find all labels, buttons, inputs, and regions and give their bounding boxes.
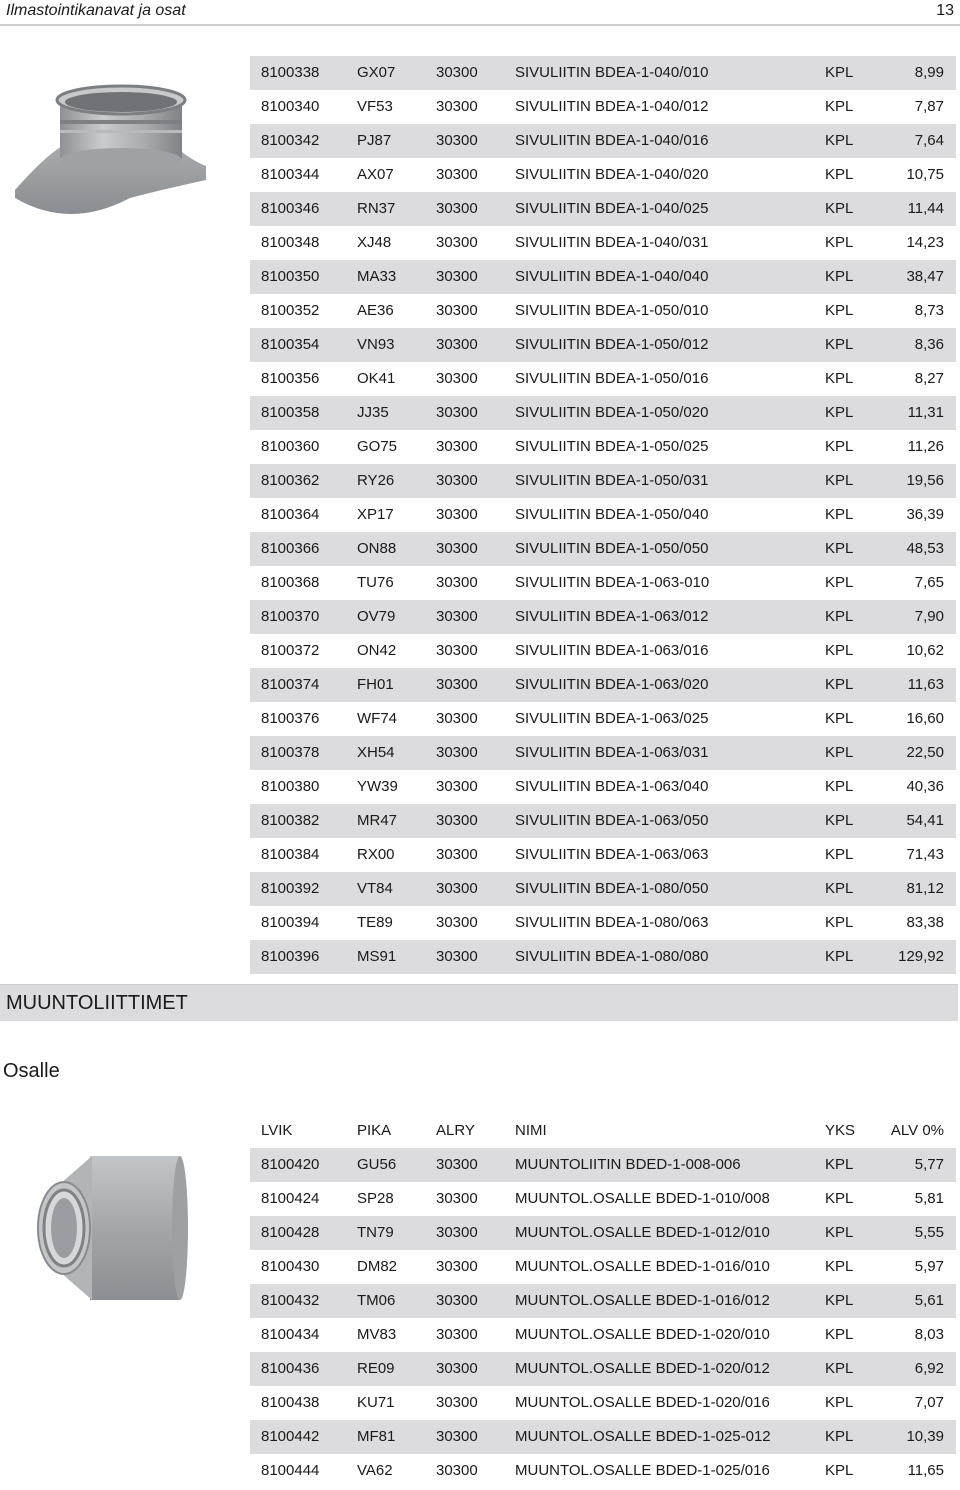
cell-yks: KPL — [825, 642, 854, 659]
cell-pika: ON42 — [357, 642, 397, 659]
page-number: 13 — [936, 2, 954, 19]
cell-nimi: MUUNTOL.OSALLE BDED-1-016/010 — [515, 1258, 770, 1275]
col-header-alv: ALV 0% — [890, 1122, 944, 1139]
cell-alv: 5,81 — [914, 1190, 944, 1207]
header-divider — [0, 24, 960, 26]
cell-nimi: SIVULIITIN BDEA-1-063/063 — [515, 846, 709, 863]
cell-alry: 30300 — [436, 846, 478, 863]
cell-nimi: MUUNTOL.OSALLE BDED-1-020/012 — [515, 1360, 770, 1377]
cell-nimi: SIVULIITIN BDEA-1-040/040 — [515, 268, 709, 285]
table-row — [250, 294, 956, 328]
cell-nimi: MUUNTOL.OSALLE BDED-1-012/010 — [515, 1224, 770, 1241]
cell-yks: KPL — [825, 1394, 854, 1411]
table-row — [250, 906, 956, 940]
cell-alv: 11,26 — [907, 438, 944, 455]
cell-nimi: SIVULIITIN BDEA-1-050/050 — [515, 540, 709, 557]
cell-nimi: SIVULIITIN BDEA-1-063/025 — [515, 710, 709, 727]
cell-yks: KPL — [825, 1258, 854, 1275]
cell-alry: 30300 — [436, 1258, 478, 1275]
cell-yks: KPL — [825, 1326, 854, 1343]
cell-lvik: 8100362 — [261, 472, 320, 489]
cell-pika: XH54 — [357, 744, 395, 761]
cell-lvik: 8100442 — [261, 1428, 320, 1445]
cell-alry: 30300 — [436, 1394, 478, 1411]
cell-alv: 8,36 — [914, 336, 944, 353]
cell-alry: 30300 — [436, 234, 478, 251]
cell-lvik: 8100384 — [261, 846, 320, 863]
table-row — [250, 838, 956, 872]
cell-pika: VF53 — [357, 98, 393, 115]
cell-yks: KPL — [825, 1190, 854, 1207]
table-row — [250, 532, 956, 566]
cell-lvik: 8100428 — [261, 1224, 320, 1241]
cell-alv: 83,38 — [906, 914, 944, 931]
cell-alv: 8,73 — [914, 302, 944, 319]
cell-alv: 11,65 — [907, 1462, 944, 1479]
cell-pika: RY26 — [357, 472, 395, 489]
cell-pika: VA62 — [357, 1462, 393, 1479]
cell-alv: 71,43 — [906, 846, 944, 863]
table-row — [250, 1148, 956, 1182]
cell-pika: MR47 — [357, 812, 398, 829]
cell-lvik: 8100344 — [261, 166, 320, 183]
cell-alry: 30300 — [436, 642, 478, 659]
cell-yks: KPL — [825, 812, 854, 829]
table-row — [250, 1386, 956, 1420]
cell-alv: 8,99 — [914, 64, 944, 81]
cell-alv: 7,90 — [914, 608, 944, 625]
table-row — [250, 328, 956, 362]
cell-pika: TM06 — [357, 1292, 396, 1309]
cell-yks: KPL — [825, 574, 854, 591]
cell-pika: GU56 — [357, 1156, 397, 1173]
cell-pika: AE36 — [357, 302, 394, 319]
cell-alry: 30300 — [436, 948, 478, 965]
table-row — [250, 464, 956, 498]
cell-alv: 10,75 — [906, 166, 944, 183]
table-row — [250, 192, 956, 226]
table-row — [250, 668, 956, 702]
table-row — [250, 804, 956, 838]
cell-nimi: SIVULIITIN BDEA-1-050/016 — [515, 370, 709, 387]
cell-lvik: 8100364 — [261, 506, 320, 523]
table-row — [250, 702, 956, 736]
cell-alv: 8,27 — [914, 370, 944, 387]
cell-alv: 11,31 — [907, 404, 944, 421]
cell-pika: OK41 — [357, 370, 396, 387]
cell-pika: TN79 — [357, 1224, 394, 1241]
cell-nimi: SIVULIITIN BDEA-1-080/080 — [515, 948, 709, 965]
cell-lvik: 8100434 — [261, 1326, 320, 1343]
col-header-nimi: NIMI — [515, 1122, 547, 1139]
cell-alry: 30300 — [436, 1462, 478, 1479]
cell-alry: 30300 — [436, 370, 478, 387]
cell-pika: TU76 — [357, 574, 394, 591]
cell-alv: 11,63 — [907, 676, 944, 693]
cell-nimi: MUUNTOL.OSALLE BDED-1-016/012 — [515, 1292, 770, 1309]
cell-alry: 30300 — [436, 540, 478, 557]
cell-alv: 7,87 — [914, 98, 944, 115]
table-row — [250, 430, 956, 464]
cell-alry: 30300 — [436, 608, 478, 625]
cell-lvik: 8100368 — [261, 574, 320, 591]
cell-nimi: SIVULIITIN BDEA-1-080/050 — [515, 880, 709, 897]
cell-yks: KPL — [825, 1360, 854, 1377]
cell-pika: MF81 — [357, 1428, 396, 1445]
table-row — [250, 872, 956, 906]
cell-yks: KPL — [825, 744, 854, 761]
cell-pika: YW39 — [357, 778, 398, 795]
cell-alry: 30300 — [436, 880, 478, 897]
cell-alry: 30300 — [436, 1428, 478, 1445]
cell-pika: GX07 — [357, 64, 396, 81]
cell-pika: DM82 — [357, 1258, 398, 1275]
cell-lvik: 8100374 — [261, 676, 320, 693]
cell-pika: FH01 — [357, 676, 394, 693]
cell-lvik: 8100342 — [261, 132, 320, 149]
cell-yks: KPL — [825, 302, 854, 319]
cell-pika: MV83 — [357, 1326, 397, 1343]
cell-lvik: 8100338 — [261, 64, 320, 81]
cell-pika: KU71 — [357, 1394, 395, 1411]
cell-nimi: MUUNTOL.OSALLE BDED-1-020/016 — [515, 1394, 770, 1411]
cell-lvik: 8100340 — [261, 98, 320, 115]
cell-alry: 30300 — [436, 1360, 478, 1377]
cell-yks: KPL — [825, 98, 854, 115]
table-row — [250, 1454, 956, 1488]
table-row — [250, 1284, 956, 1318]
section-bar — [0, 984, 958, 1021]
cell-alry: 30300 — [436, 812, 478, 829]
cell-alv: 5,55 — [914, 1224, 944, 1241]
cell-alv: 19,56 — [906, 472, 944, 489]
cell-nimi: MUUNTOL.OSALLE BDED-1-025-012 — [515, 1428, 771, 1445]
cell-alry: 30300 — [436, 778, 478, 795]
table-row — [250, 1318, 956, 1352]
cell-nimi: SIVULIITIN BDEA-1-063/020 — [515, 676, 709, 693]
side-connector-table — [250, 56, 956, 974]
table-row — [250, 770, 956, 804]
cell-yks: KPL — [825, 1428, 854, 1445]
cell-nimi: SIVULIITIN BDEA-1-050/020 — [515, 404, 709, 421]
cell-alv: 10,39 — [906, 1428, 944, 1445]
cell-lvik: 8100438 — [261, 1394, 320, 1411]
cell-lvik: 8100396 — [261, 948, 320, 965]
cell-yks: KPL — [825, 948, 854, 965]
cell-nimi: SIVULIITIN BDEA-1-040/012 — [515, 98, 709, 115]
cell-nimi: SIVULIITIN BDEA-1-050/031 — [515, 472, 709, 489]
cell-pika: SP28 — [357, 1190, 394, 1207]
cell-alry: 30300 — [436, 268, 478, 285]
col-header-lvik: LVIK — [261, 1122, 293, 1139]
cell-lvik: 8100370 — [261, 608, 320, 625]
cell-yks: KPL — [825, 166, 854, 183]
cell-alv: 5,97 — [914, 1258, 944, 1275]
cell-nimi: SIVULIITIN BDEA-1-040/025 — [515, 200, 709, 217]
cell-alry: 30300 — [436, 200, 478, 217]
cell-alry: 30300 — [436, 914, 478, 931]
cell-alv: 10,62 — [906, 642, 944, 659]
cell-lvik: 8100444 — [261, 1462, 320, 1479]
cell-yks: KPL — [825, 676, 854, 693]
cell-alry: 30300 — [436, 302, 478, 319]
cell-nimi: SIVULIITIN BDEA-1-040/020 — [515, 166, 709, 183]
cell-alv: 36,39 — [906, 506, 944, 523]
cell-yks: KPL — [825, 1156, 854, 1173]
table-row — [250, 1182, 956, 1216]
cell-pika: GO75 — [357, 438, 398, 455]
cell-alry: 30300 — [436, 1292, 478, 1309]
cell-lvik: 8100432 — [261, 1292, 320, 1309]
table-row — [250, 1352, 956, 1386]
cell-pika: RN37 — [357, 200, 396, 217]
cell-alry: 30300 — [436, 710, 478, 727]
cell-alry: 30300 — [436, 336, 478, 353]
cell-pika: VT84 — [357, 880, 393, 897]
cell-lvik: 8100376 — [261, 710, 320, 727]
table-row — [250, 600, 956, 634]
cell-lvik: 8100348 — [261, 234, 320, 251]
section-title: MUUNTOLIITTIMET — [6, 992, 188, 1014]
cell-lvik: 8100360 — [261, 438, 320, 455]
cell-nimi: SIVULIITIN BDEA-1-050/025 — [515, 438, 709, 455]
table-row — [250, 1250, 956, 1284]
cell-alry: 30300 — [436, 744, 478, 761]
table-row — [250, 940, 956, 974]
cell-alry: 30300 — [436, 98, 478, 115]
table-row — [250, 634, 956, 668]
cell-pika: PJ87 — [357, 132, 392, 149]
cell-alv: 5,77 — [914, 1156, 944, 1173]
cell-alv: 11,44 — [907, 200, 944, 217]
cell-pika: ON88 — [357, 540, 397, 557]
reducer-image — [30, 1148, 190, 1308]
cell-yks: KPL — [825, 370, 854, 387]
table-row — [250, 226, 956, 260]
cell-alv: 54,41 — [906, 812, 944, 829]
cell-pika: JJ35 — [357, 404, 389, 421]
cell-lvik: 8100372 — [261, 642, 320, 659]
cell-alv: 81,12 — [906, 880, 944, 897]
cell-nimi: SIVULIITIN BDEA-1-063-010 — [515, 574, 710, 591]
cell-lvik: 8100378 — [261, 744, 320, 761]
cell-alry: 30300 — [436, 1326, 478, 1343]
cell-pika: MS91 — [357, 948, 397, 965]
cell-lvik: 8100354 — [261, 336, 320, 353]
cell-nimi: SIVULIITIN BDEA-1-050/010 — [515, 302, 709, 319]
cell-nimi: SIVULIITIN BDEA-1-040/031 — [515, 234, 709, 251]
table-row — [250, 1216, 956, 1250]
cell-nimi: SIVULIITIN BDEA-1-063/031 — [515, 744, 709, 761]
cell-lvik: 8100392 — [261, 880, 320, 897]
table-row — [250, 566, 956, 600]
cell-lvik: 8100380 — [261, 778, 320, 795]
cell-nimi: SIVULIITIN BDEA-1-063/040 — [515, 778, 709, 795]
cell-pika: XJ48 — [357, 234, 392, 251]
col-header-yks: YKS — [825, 1122, 856, 1139]
cell-alry: 30300 — [436, 64, 478, 81]
cell-alry: 30300 — [436, 404, 478, 421]
table-row — [250, 158, 956, 192]
cell-yks: KPL — [825, 64, 854, 81]
cell-yks: KPL — [825, 200, 854, 217]
cell-pika: VN93 — [357, 336, 395, 353]
cell-alv: 7,65 — [914, 574, 944, 591]
cell-pika: RE09 — [357, 1360, 395, 1377]
cell-pika: OV79 — [357, 608, 396, 625]
cell-lvik: 8100436 — [261, 1360, 320, 1377]
cell-pika: MA33 — [357, 268, 397, 285]
side-connector-image — [10, 80, 210, 230]
page-header-title: Ilmastointikanavat ja osat — [6, 2, 186, 19]
cell-nimi: SIVULIITIN BDEA-1-040/010 — [515, 64, 709, 81]
table-row — [250, 736, 956, 770]
cell-pika: AX07 — [357, 166, 394, 183]
cell-yks: KPL — [825, 132, 854, 149]
cell-yks: KPL — [825, 472, 854, 489]
cell-alv: 22,50 — [906, 744, 944, 761]
cell-yks: KPL — [825, 336, 854, 353]
cell-alv: 129,92 — [898, 948, 944, 965]
cell-lvik: 8100382 — [261, 812, 320, 829]
cell-lvik: 8100350 — [261, 268, 320, 285]
cell-lvik: 8100346 — [261, 200, 320, 217]
cell-nimi: SIVULIITIN BDEA-1-050/040 — [515, 506, 709, 523]
cell-nimi: SIVULIITIN BDEA-1-063/016 — [515, 642, 709, 659]
table-row — [250, 124, 956, 158]
cell-alv: 16,60 — [906, 710, 944, 727]
cell-nimi: MUUNTOL.OSALLE BDED-1-025/016 — [515, 1462, 770, 1479]
cell-alv: 38,47 — [906, 268, 944, 285]
cell-alry: 30300 — [436, 506, 478, 523]
table-row — [250, 56, 956, 90]
cell-alry: 30300 — [436, 676, 478, 693]
cell-alry: 30300 — [436, 574, 478, 591]
cell-pika: XP17 — [357, 506, 394, 523]
cell-alv: 14,23 — [906, 234, 944, 251]
cell-pika: RX00 — [357, 846, 395, 863]
cell-yks: KPL — [825, 880, 854, 897]
table-row — [250, 362, 956, 396]
cell-alv: 48,53 — [906, 540, 944, 557]
cell-pika: WF74 — [357, 710, 398, 727]
table-header-row — [250, 1114, 956, 1148]
cell-nimi: SIVULIITIN BDEA-1-040/016 — [515, 132, 709, 149]
col-header-alry: ALRY — [436, 1122, 475, 1139]
cell-lvik: 8100430 — [261, 1258, 320, 1275]
cell-lvik: 8100420 — [261, 1156, 320, 1173]
cell-yks: KPL — [825, 404, 854, 421]
table-row — [250, 498, 956, 532]
cell-alry: 30300 — [436, 1224, 478, 1241]
col-header-pika: PIKA — [357, 1122, 392, 1139]
cell-lvik: 8100424 — [261, 1190, 320, 1207]
cell-nimi: MUUNTOL.OSALLE BDED-1-020/010 — [515, 1326, 770, 1343]
reducer-table — [250, 1114, 956, 1488]
cell-alv: 40,36 — [906, 778, 944, 795]
cell-alv: 8,03 — [914, 1326, 944, 1343]
cell-yks: KPL — [825, 846, 854, 863]
cell-alry: 30300 — [436, 132, 478, 149]
cell-alv: 6,92 — [914, 1360, 944, 1377]
cell-yks: KPL — [825, 438, 854, 455]
cell-yks: KPL — [825, 1462, 854, 1479]
cell-nimi: SIVULIITIN BDEA-1-063/012 — [515, 608, 709, 625]
cell-lvik: 8100358 — [261, 404, 320, 421]
cell-alv: 7,64 — [914, 132, 944, 149]
cell-pika: TE89 — [357, 914, 393, 931]
cell-yks: KPL — [825, 1224, 854, 1241]
cell-yks: KPL — [825, 234, 854, 251]
cell-nimi: MUUNTOLIITIN BDED-1-008-006 — [515, 1156, 741, 1173]
table-row — [250, 1420, 956, 1454]
cell-yks: KPL — [825, 914, 854, 931]
table-row — [250, 260, 956, 294]
cell-alv: 5,61 — [914, 1292, 944, 1309]
cell-nimi: SIVULIITIN BDEA-1-063/050 — [515, 812, 709, 829]
cell-alry: 30300 — [436, 1190, 478, 1207]
cell-yks: KPL — [825, 540, 854, 557]
cell-lvik: 8100356 — [261, 370, 320, 387]
cell-nimi: SIVULIITIN BDEA-1-050/012 — [515, 336, 709, 353]
section-subtitle: Osalle — [3, 1060, 60, 1082]
cell-nimi: MUUNTOL.OSALLE BDED-1-010/008 — [515, 1190, 770, 1207]
table-row — [250, 396, 956, 430]
cell-yks: KPL — [825, 608, 854, 625]
cell-nimi: SIVULIITIN BDEA-1-080/063 — [515, 914, 709, 931]
cell-yks: KPL — [825, 1292, 854, 1309]
cell-lvik: 8100352 — [261, 302, 320, 319]
cell-yks: KPL — [825, 778, 854, 795]
cell-lvik: 8100394 — [261, 914, 320, 931]
cell-alry: 30300 — [436, 1156, 478, 1173]
cell-yks: KPL — [825, 506, 854, 523]
cell-alry: 30300 — [436, 438, 478, 455]
cell-alry: 30300 — [436, 166, 478, 183]
cell-alry: 30300 — [436, 472, 478, 489]
cell-yks: KPL — [825, 268, 854, 285]
cell-lvik: 8100366 — [261, 540, 320, 557]
cell-alv: 7,07 — [914, 1394, 944, 1411]
table-row — [250, 90, 956, 124]
cell-yks: KPL — [825, 710, 854, 727]
